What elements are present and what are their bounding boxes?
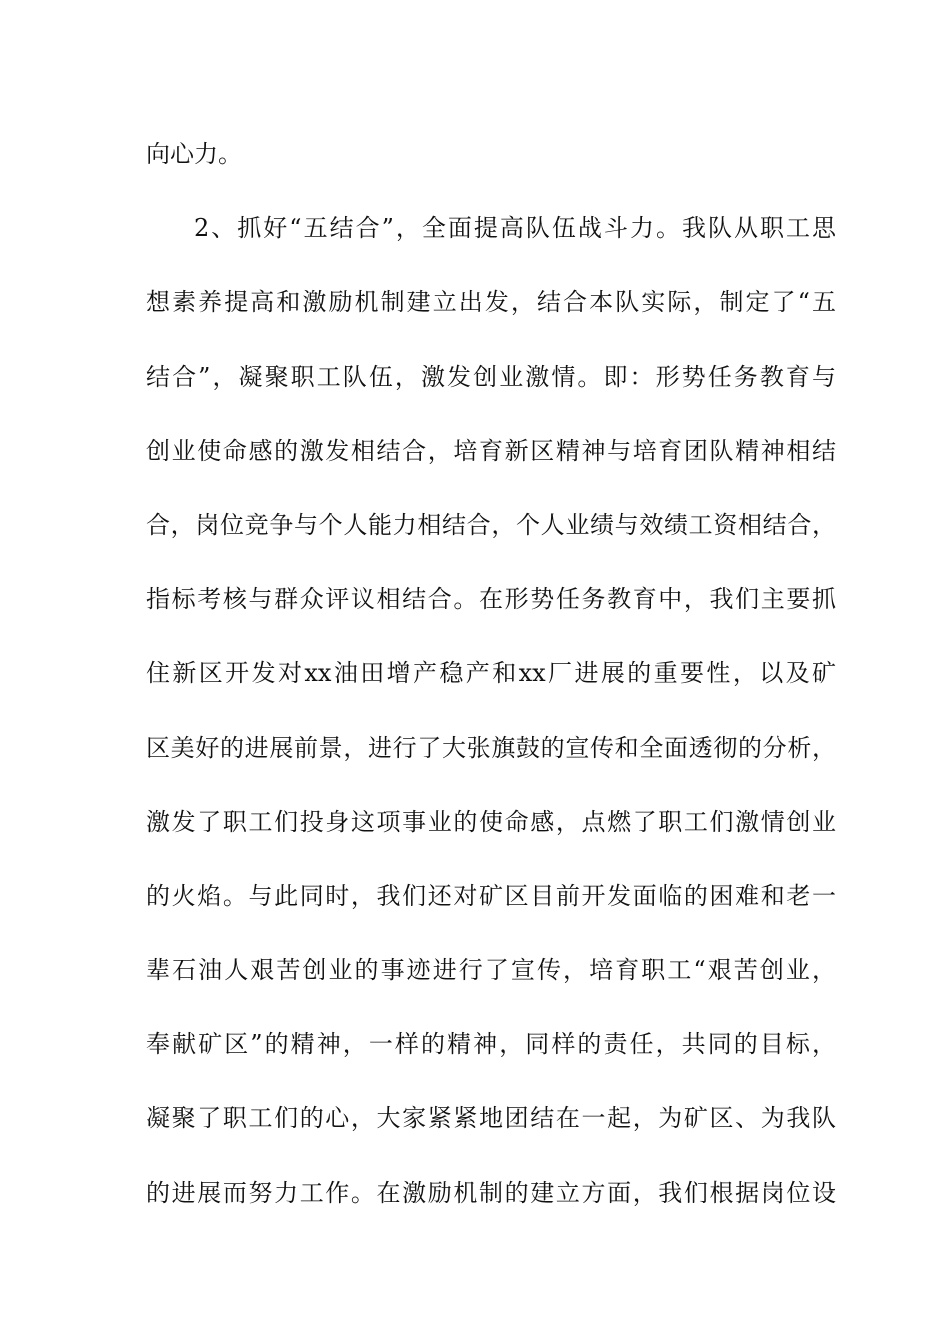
text-line: 凝聚了职工们的心，大家紧紧地团结在一起，为矿区、为我队	[146, 1104, 836, 1133]
text-line: 向心力。	[146, 140, 242, 168]
text-line: 住新区开发对xx油田增产稳产和xx厂进展的重要性，以及矿	[146, 659, 836, 688]
text-line: 结合”，凝聚职工队伍，激发创业激情。即：形势任务教育与	[146, 362, 836, 391]
text-line: 区美好的进展前景，进行了大张旗鼓的宣传和全面透彻的分析，	[146, 733, 836, 762]
text-line: 辈石油人艰苦创业的事迹进行了宣传，培育职工“艰苦创业，	[146, 956, 836, 985]
text-line: 2、抓好“五结合”，全面提高队伍战斗力。我队从职工思	[194, 214, 836, 243]
text-line: 合，岗位竞争与个人能力相结合，个人业绩与效绩工资相结合，	[146, 510, 836, 539]
text-line: 激发了职工们投身这项事业的使命感，点燃了职工们激情创业	[146, 807, 836, 836]
text-line: 的进展而努力工作。在激励机制的建立方面，我们根据岗位设	[146, 1178, 836, 1207]
text-line: 的火焰。与此同时，我们还对矿区目前开发面临的困难和老一	[146, 881, 836, 910]
text-line: 指标考核与群众评议相结合。在形势任务教育中，我们主要抓	[146, 585, 836, 614]
text-line: 想素养提高和激励机制建立出发，结合本队实际，制定了“五	[146, 288, 836, 317]
body-text	[146, 131, 836, 1244]
text-line: 创业使命感的激发相结合，培育新区精神与培育团队精神相结	[146, 436, 836, 465]
text-line: 奉献矿区”的精神，一样的精神，同样的责任，共同的目标，	[146, 1030, 836, 1059]
